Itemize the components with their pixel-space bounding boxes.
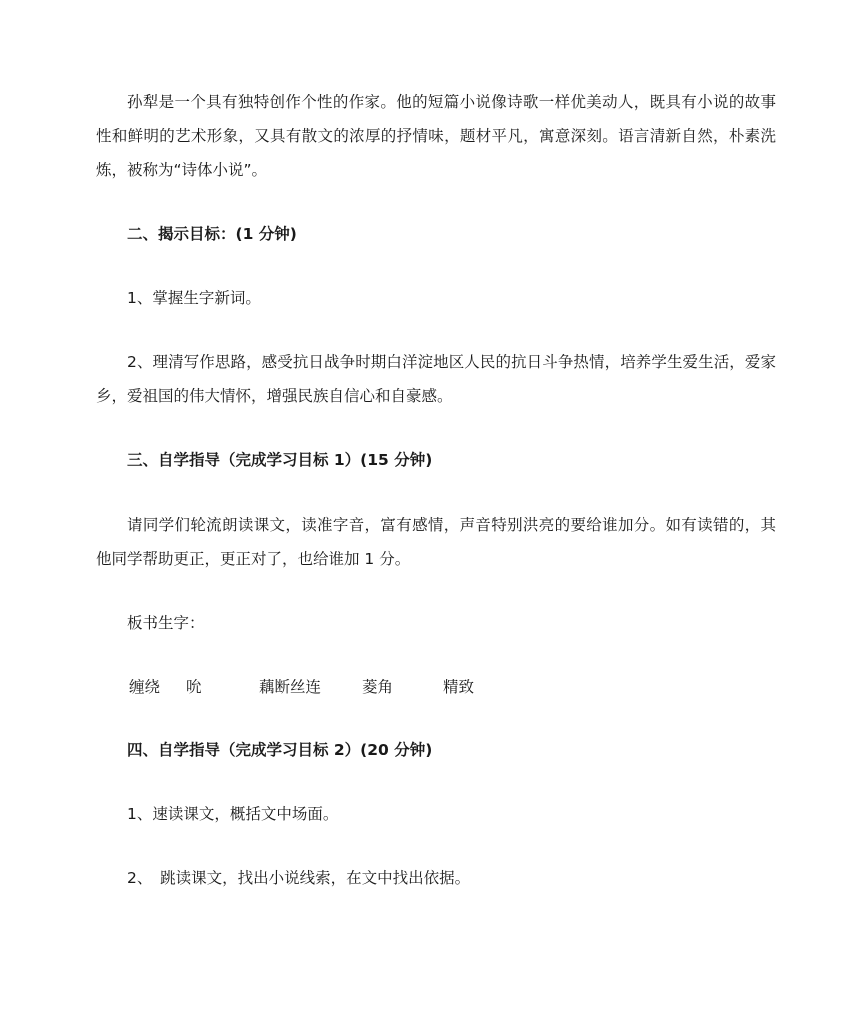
board-character: 藕断丝连 bbox=[259, 678, 322, 696]
section-4-item-2: 2、 跳读课文，找出小说线索，在文中找出依据。 bbox=[127, 869, 471, 887]
section-3-heading: 三、自学指导（完成学习目标 1）(15 分钟) bbox=[127, 451, 433, 469]
section-2-item-2: 2、理清写作思路，感受抗日战争时期白洋淀地区人民的抗日斗争热情，培养学生爱生活，爱家乡，爱祖国的伟大情怀，增强民族自信心和自豪感。 bbox=[96, 353, 776, 405]
board-characters-label: 板书生字： bbox=[127, 614, 205, 632]
section-2-item-1: 1、掌握生字新词。 bbox=[127, 289, 261, 307]
section-4-item-1: 1、速读课文，概括文中场面。 bbox=[127, 805, 339, 823]
board-character: 菱角 bbox=[362, 678, 394, 696]
section-2-heading: 二、揭示目标：(1 分钟) bbox=[127, 225, 297, 243]
section-3-paragraph: 请同学们轮流朗读课文，读准字音，富有感情，声音特别洪亮的要给谁加分。如有读错的，其他同学帮助更正，更正对了，也给谁加 1 分。 bbox=[96, 516, 776, 568]
board-character: 精致 bbox=[443, 678, 475, 696]
board-character: 缠绕 bbox=[129, 678, 161, 696]
intro-paragraph: 孙犁是一个具有独特创作个性的作家。他的短篇小说像诗歌一样优美动人，既具有小说的故事性和鲜明的艺术形象，又具有散文的浓厚的抒情味，题材平凡，寓意深刻。语言清新自然，朴素洗炼，被称为“诗体小说”。 bbox=[96, 93, 776, 179]
board-character: 吮 bbox=[186, 678, 202, 696]
board-characters-list bbox=[129, 670, 503, 704]
section-4-heading: 四、自学指导（完成学习目标 2）(20 分钟) bbox=[127, 741, 433, 759]
